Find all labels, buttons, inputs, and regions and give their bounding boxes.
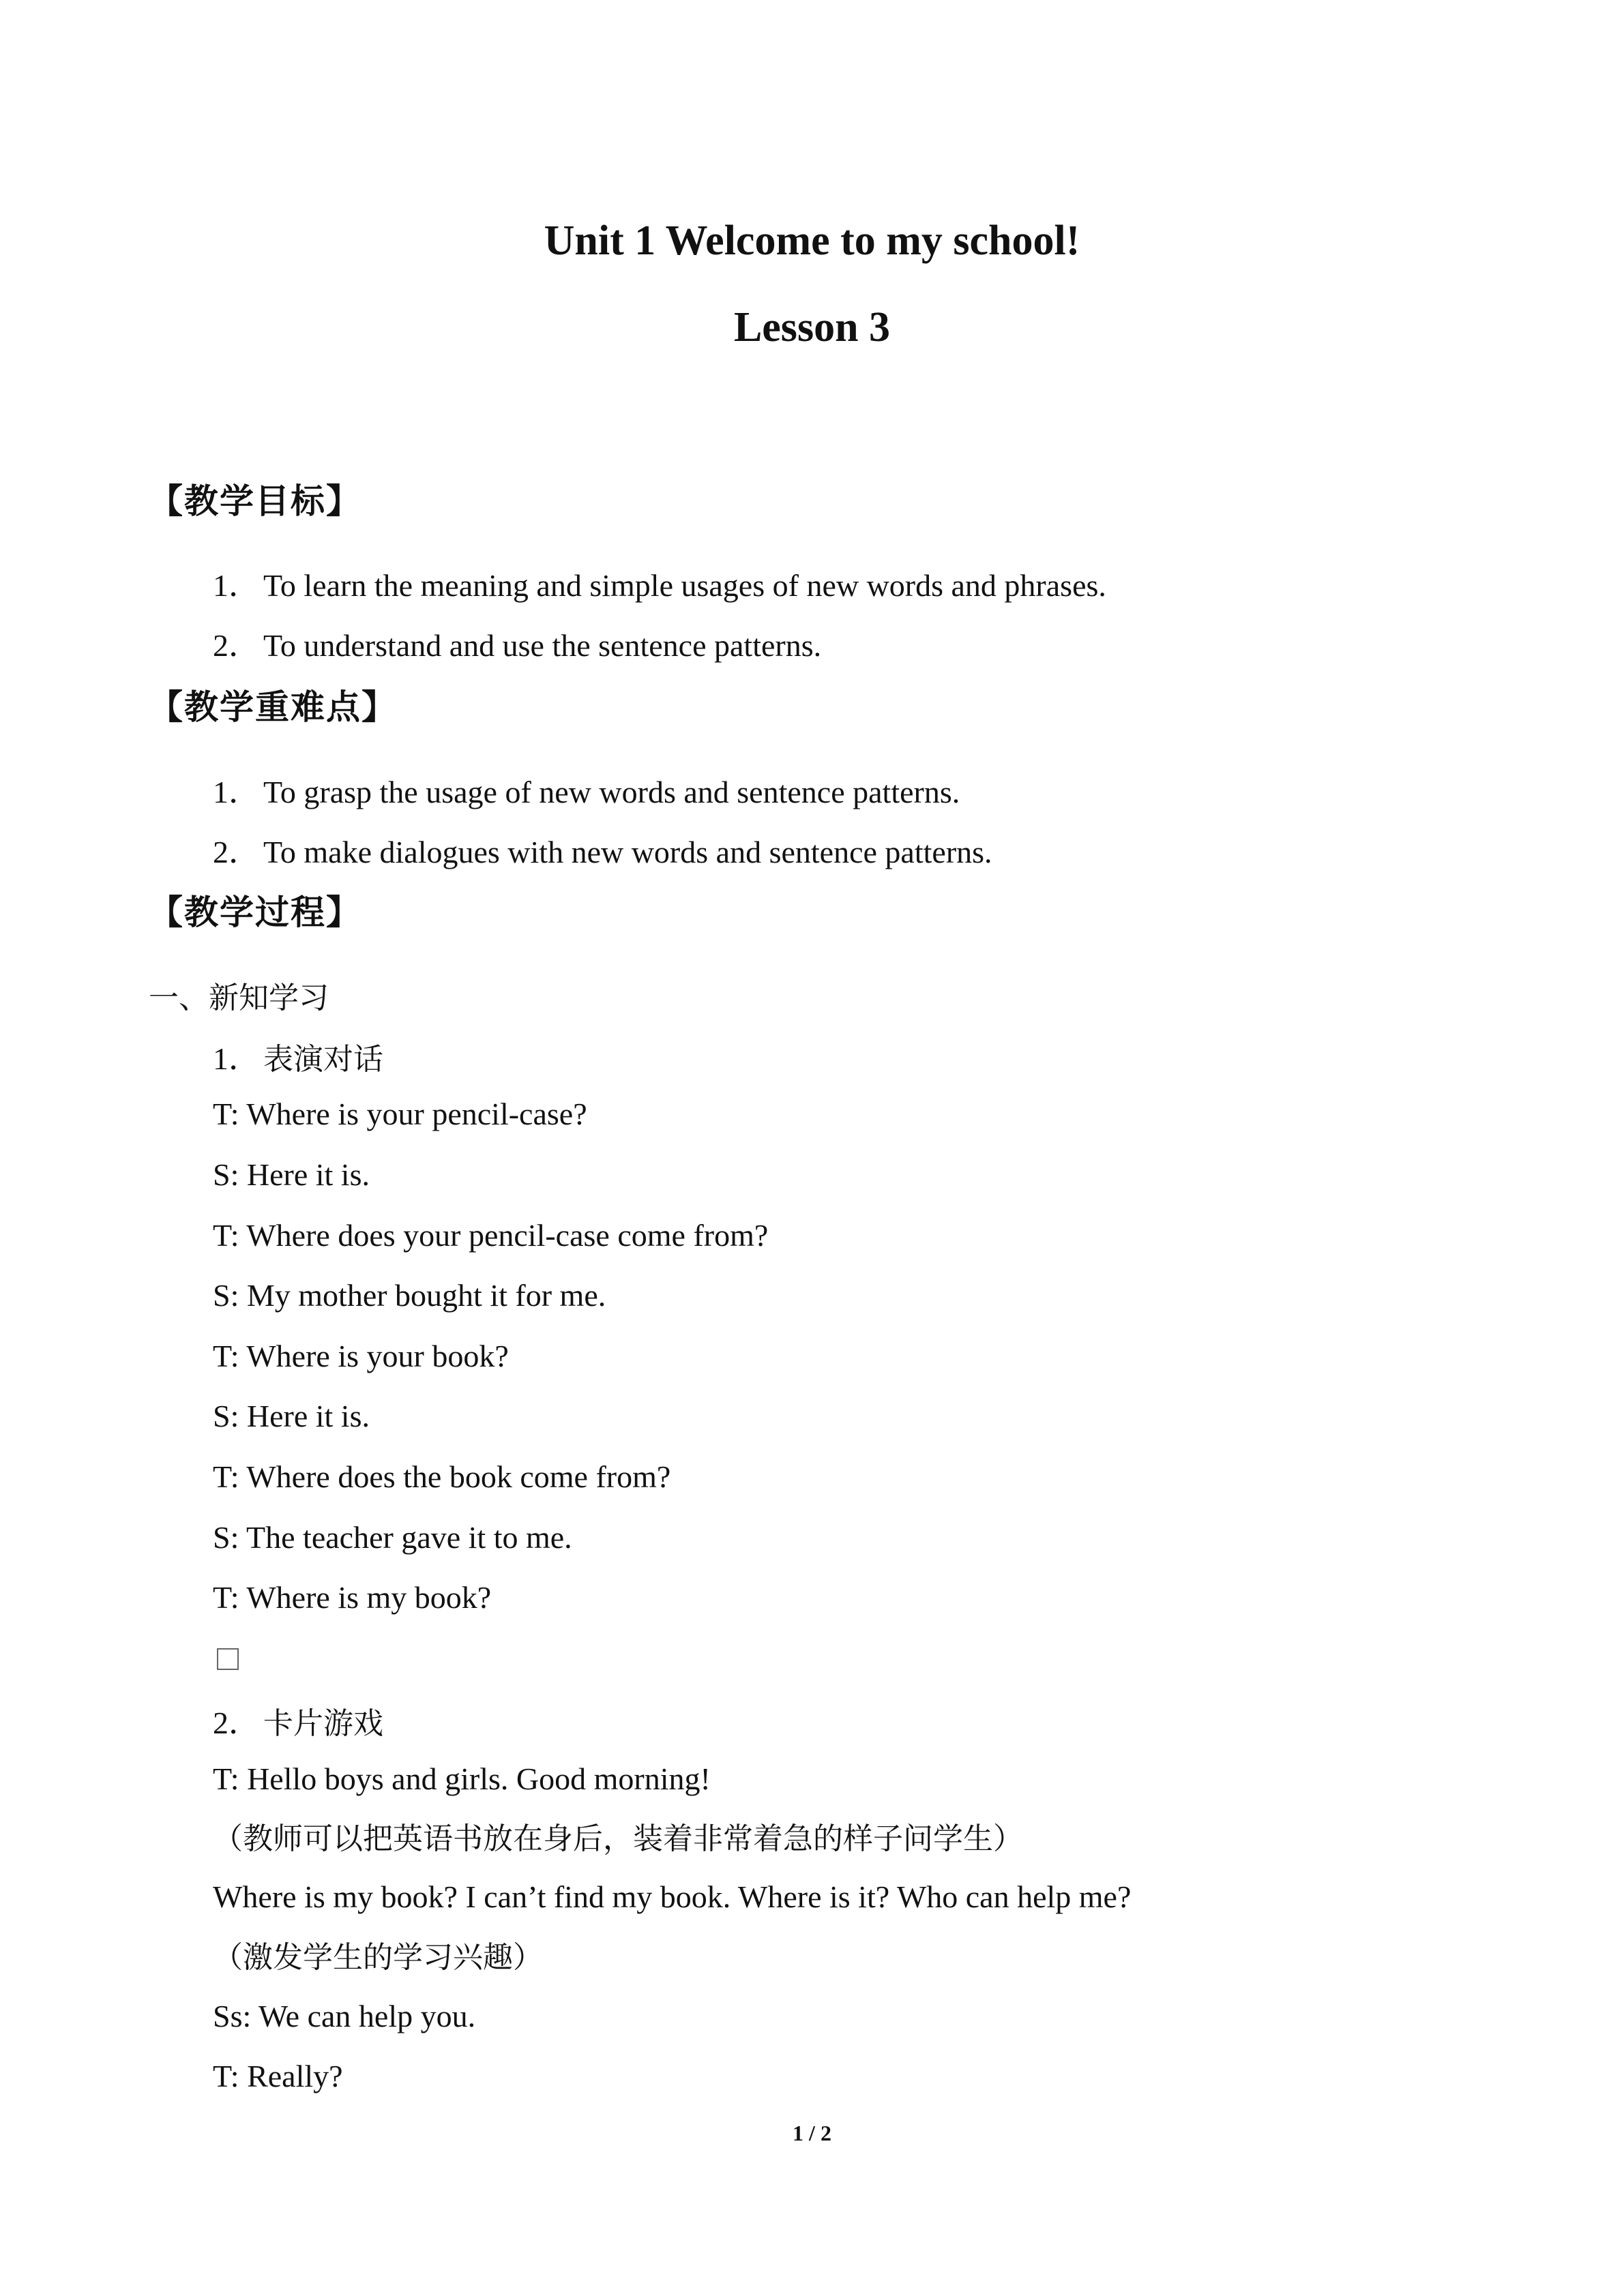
step-label: 表演对话 xyxy=(263,1042,383,1077)
step-number: 1． xyxy=(213,1041,260,1076)
placeholder-box xyxy=(217,1648,239,1670)
dialogue-line: T: Where does your pencil-case come from? xyxy=(213,1218,769,1253)
dialogue-line: T: Where is your book? xyxy=(213,1339,509,1373)
objective-item-1 xyxy=(213,561,1106,606)
dialogue-line: T: Hello boys and girls. Good morning! xyxy=(213,1761,711,1796)
part-title: 一、新知学习 xyxy=(149,981,329,1015)
objective-item-2 xyxy=(213,621,821,666)
dialogue-line: Where is my book? I can’t find my book. Where is it? Who can help me? xyxy=(213,1879,1132,1914)
document-title: Unit 1 Welcome to my school! xyxy=(544,218,1080,264)
item-number: 2． xyxy=(213,835,260,869)
dialogue-line: T: Where does the book come from? xyxy=(213,1459,671,1494)
item-text: To understand and use the sentence patterns. xyxy=(263,628,822,663)
dialogue-line: T: Where is your pencil-case? xyxy=(213,1097,587,1131)
item-number: 2． xyxy=(213,628,260,663)
item-text: To learn the meaning and simple usages of new words and phrases. xyxy=(263,568,1106,603)
dialogue-line: Ss: We can help you. xyxy=(213,1999,476,2033)
dialogue-line: T: Where is my book? xyxy=(213,1580,492,1615)
item-text: To grasp the usage of new words and sentence patterns. xyxy=(263,775,960,809)
dialogue-line: S: My mother bought it for me. xyxy=(213,1278,606,1313)
page-number: 1 / 2 xyxy=(793,2121,831,2145)
dialogue-line: S: The teacher gave it to me. xyxy=(213,1520,572,1555)
lesson-subtitle: Lesson 3 xyxy=(733,304,891,351)
dialogue-line: S: Here it is. xyxy=(213,1157,370,1192)
teacher-note: （激发学生的学习兴趣） xyxy=(213,1940,543,1975)
teacher-note: （教师可以把英语书放在身后，装着非常着急的样子问学生） xyxy=(213,1821,1023,1856)
step-number: 2． xyxy=(213,1705,260,1740)
dialogue-line: T: Really? xyxy=(213,2059,343,2093)
section-heading-objectives: 【教学目标】 xyxy=(149,481,361,521)
item-text: To make dialogues with new words and sentence patterns. xyxy=(263,835,992,869)
step-1-title xyxy=(213,1034,383,1079)
key-point-item-2 xyxy=(213,827,992,872)
item-number: 1． xyxy=(213,568,260,603)
step-2-title xyxy=(213,1698,383,1743)
section-heading-key-points: 【教学重难点】 xyxy=(149,687,397,727)
item-number: 1． xyxy=(213,775,260,809)
step-label: 卡片游戏 xyxy=(263,1706,383,1741)
key-point-item-1 xyxy=(213,767,960,812)
dialogue-line: S: Here it is. xyxy=(213,1399,370,1433)
section-heading-process: 【教学过程】 xyxy=(149,893,361,932)
